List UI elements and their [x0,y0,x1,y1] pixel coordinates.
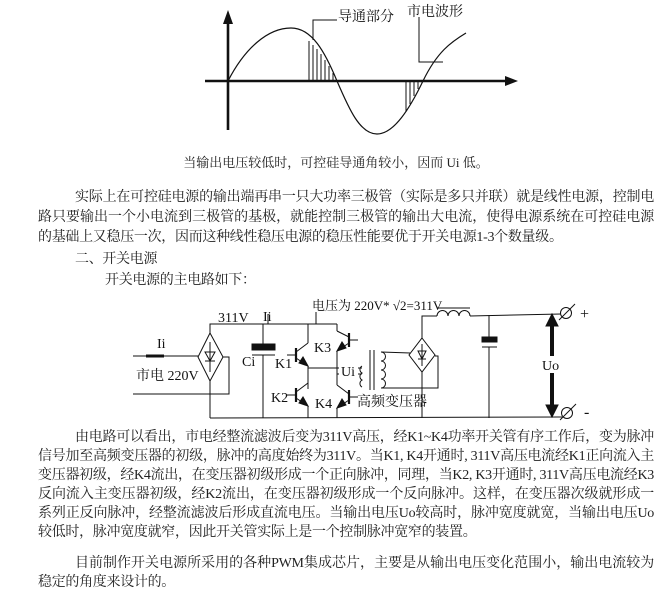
paragraph-circuit-explanation: 由电路可以看出，市电经整流滤波后变为311V高压，经K1~K4功率开关管有序工作后，变为脉冲信号加至高频变压器的初级，脉冲的高度始终为311V。当K1, K4开通时, 311V高压电流经K1正向流入主变压器初级，经K4流出，在变压器初级形成一个正向脉冲，同理，当K2, K3开通时, 311V高压电流经K3反向流入主变压器初级，经K2流出，在变压器初级形成一个反向脉冲。这样，在变压器次级就形成一系列正反向脉冲，经整流滤波后形成直流电压。当输出电压Uo较高时，脉冲宽度就宽，当输出电压Uo较低时，脉冲宽度就窄，因此开关管实际上是一个控制脉冲宽窄的装置。 [38,430,654,540]
k2-collector [296,383,308,392]
k2-emitter-arrow-icon [299,397,308,406]
conduction-leader-line [313,20,337,40]
k3-emitter-arrow-icon [337,342,346,351]
heading-switching-supply: 二、开关电源 [75,252,158,267]
k4-collector [337,385,349,394]
circuit-figure [0,290,672,435]
ci-label: Ci [242,355,256,370]
transformer-secondary-coil [381,352,386,388]
uo-arrow-up-icon [546,314,558,326]
mains-label: 市电 220V [136,369,199,384]
ii-top-label: Ii [263,310,272,325]
bridge2-top-wire [422,316,437,338]
k3-collector [337,331,349,337]
uo-arrow-down-icon [546,405,558,417]
paragraph-pwm-chips: 目前制作开关电源所采用的各种PWM集成芯片，主要是从输出电压变化范围小，输出电流较为稳定的角度来设计的。 [38,556,654,590]
k3-label: K3 [314,341,332,356]
cout-plate-top [482,337,497,342]
mains-waveform-label: 市电波形 [407,5,463,20]
conduction-label: 导通部分 [338,10,394,25]
paragraph-linear-supply: 实际上在可控硅电源的输出端再串一只大功率三极管（实际是多只并联）就是线性电源，控制电路只要输出一个小电流到三极管的基极，就能控制三极管的输出大电流，使得电源系统在可控硅电源的基础上又稳压一次，因而这种线性稳压电源的稳压性能要优于开关电源1-3个数量级。 [38,190,654,245]
uo-label: Uo [542,359,560,374]
k1-emitter-arrow-icon [299,357,308,366]
k1-collector [296,343,308,352]
voltage-equation-label: 电压为 220V* √2=311V [312,298,443,313]
conduction-hatch-positive [309,41,333,81]
secondary-wire-top [381,352,410,353]
transformer-label: 高频变压器 [357,395,427,410]
figure1-caption: 当输出电压较低时，可控硅导通角较小，因而 Ui 低。 [183,155,489,170]
minus-terminal-slash [560,404,576,420]
ci-plate-top [252,344,275,350]
k2-label: K2 [271,391,289,406]
output-wire-top [470,314,561,316]
transformer-primary-coil [360,366,362,387]
waveform-figure [0,0,672,150]
intro-main-circuit: 开关电源的主电路如下： [105,273,256,288]
ui-label: Ui [341,365,355,380]
k4-emitter-arrow-icon [337,399,346,408]
plus-label: + [580,306,590,323]
k1-label: K1 [275,357,293,372]
y-axis-arrow-icon [223,10,233,24]
bus-voltage-label: 311V [218,311,249,326]
plus-terminal-slash [559,304,575,320]
minus-label: - [584,404,590,421]
ii-input-label: Ii [157,337,166,352]
k4-label: K4 [315,397,333,412]
secondary-wire-bottom [381,356,438,388]
x-axis-arrow-icon [505,76,518,86]
